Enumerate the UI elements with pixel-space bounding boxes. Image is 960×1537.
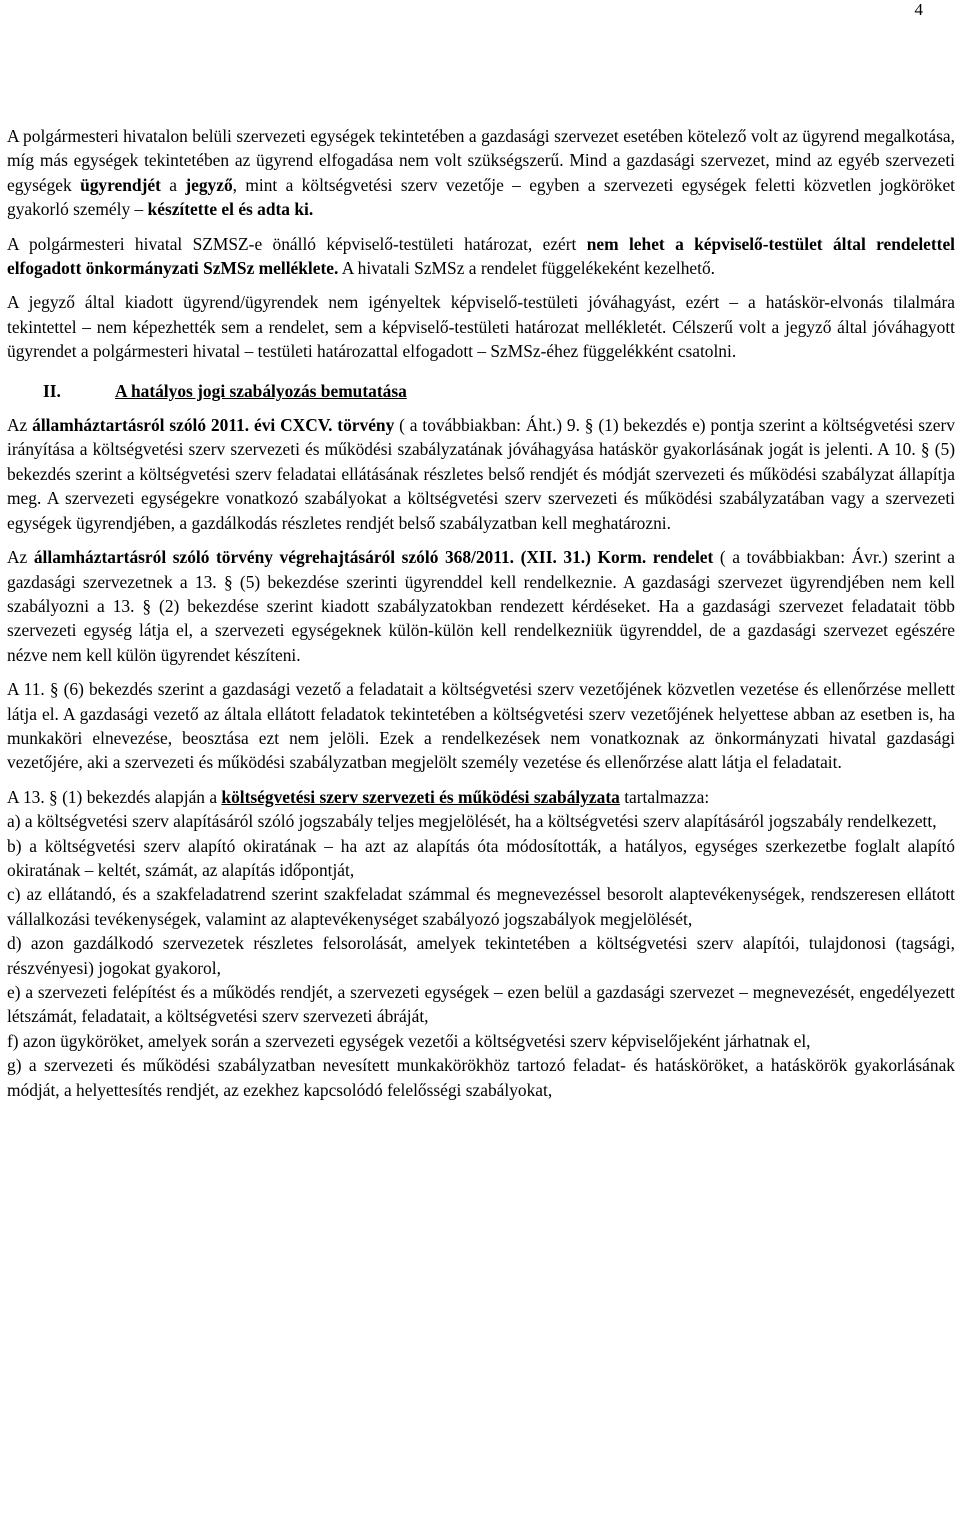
emphasized-text: költségvetési szerv szervezeti és működési szabályzata xyxy=(221,786,620,807)
emphasized-text: jegyző xyxy=(185,174,233,195)
page-number: 4 xyxy=(914,0,923,19)
text-run: A polgármesteri hivatalon belüli szervezeti egységek tekintetében a gazdasági szervezet esetében kötelező volt az ügyrend megalkotása, míg más egységek tekintetében az ügyrend elfogadása nem volt szükségszerű. Mind a gazdasági szervezet, mind az egyéb szervezeti egységek xyxy=(7,126,955,195)
paragraph xyxy=(7,124,955,222)
list-item: c) az ellátandó, és a szakfeladatrend szerint szakfeladat számmal és megnevezéssel besorolt alaptevékenységek, rendszeresen ellátott vállalkozási tevékenységek, valamint az alaptevékenységet szabályozó jogszabályok megjelölését, xyxy=(7,884,955,929)
text-run: Az xyxy=(7,547,34,568)
list-item: g) a szervezeti és működési szabályzatban nevesített munkakörökhöz tartozó feladat- és hatásköröket, a hatáskörök gyakorlásának módját, a helyettesítés rendjét, az ezekhez kapcsolódó felelősségi szabályokat, xyxy=(7,1055,955,1100)
text-run: A 13. § (1) bekezdés alapján a xyxy=(7,786,222,807)
text-run: A hivatali SzMSz a rendelet függelékeként kezelhető. xyxy=(338,258,715,279)
text-run: ( a továbbiakban: Áht.) 9. § (1) bekezdés e) pontja szerint a költségvetési szerv irányítása a költségvetési szerv szervezeti és működési szabályzatának jóváhagyása hatáskör gyakorlásának jogát is jelenti. A 10. § (5) bekezdés szerint a költségvetési szerv feladatai ellátásának részletes belső rendjét és módját szervezeti és működési szabályzat állapítja meg. A szervezeti egységekre vonatkozó szabályokat a költségvetési szerv szervezeti és működési szabályzatában vagy a szervezeti egységek ügyrendjében, a gazdálkodás részletes rendjét belső szabályzatban kell meghatározni. xyxy=(7,415,955,533)
list-intro xyxy=(7,785,955,809)
text-run: A 11. § (6) bekezdés szerint a gazdasági vezető a feladatait a költségvetési szerv vezetőjének közvetlen vezetése és ellenőrzése mellett látja el. A gazdasági vezető az általa ellátott feladatok tekintetében a költségvetési szerv vezetőjének helyettese abban az esetben is, ha munkaköri elnevezése, beosztása ezt nem jelöli. Ezek a rendelkezések nem vonatkoznak az önkormányzati hivatal gazdasági vezetőjére, aki a szervezeti és működési szabályzatban megjelölt személy vezetése és ellenőrzése alatt látja el feladatait. xyxy=(7,679,955,773)
text-run: , mint a költségvetési szerv vezetője – egyben a szervezeti egységek feletti közvetlen jogköröket gyakorló személy – xyxy=(7,174,955,220)
section-heading xyxy=(7,379,955,403)
text-run: a xyxy=(160,174,186,195)
list-item: d) azon gazdálkodó szervezetek részletes felsorolását, amelyek tekintetében a költségvetési szerv alapítói, tulajdonosi (tagsági, részvényesi) jogokat gyakorol, xyxy=(7,933,955,978)
intro-paragraphs xyxy=(7,124,955,364)
paragraph xyxy=(7,677,955,775)
list-item: b) a költségvetési szerv alapító okiratának – ha azt az alapítás óta módosították, a hatályos, egységes szerkezetbe foglalt alapító okiratának – keltét, számát, az alapítás időpontját, xyxy=(7,835,955,880)
legal-paragraphs xyxy=(7,413,955,775)
text-run: A jegyző által kiadott ügyrend/ügyrendek nem igényeltek képviselő-testületi jóváhagyást, ezért – a hatáskör-elvonás tilalmára tekintettel – nem képezhették sem a rendelet, sem a képviselő-testületi határozat mellékletét. Célszerű volt a jegyző által jóváhagyott ügyrendet a polgármesteri hivatal – testületi határozattal elfogadott – SzMSz-éhez függelékként csatolni. xyxy=(7,292,955,362)
emphasized-text: nem lehet a képviselő-testület által rendelettel elfogadott önkormányzati SzMSz melléklete. xyxy=(7,233,956,279)
list-item: f) azon ügyköröket, amelyek során a szervezeti egységek vezetői a költségvetési szerv képviselőjeként járhatnak el, xyxy=(7,1030,811,1051)
document-body xyxy=(7,124,955,1102)
text-run: Az xyxy=(7,415,33,436)
emphasized-text: államháztartásról szóló 2011. évi CXCV. törvény xyxy=(32,415,395,436)
list-item: a) a költségvetési szerv alapításáról szóló jogszabály teljes megjelölését, ha a költségvetési szerv alapításáról jogszabály rendelkezett, xyxy=(7,811,937,832)
paragraph xyxy=(7,290,955,363)
section-title: A hatályos jogi szabályozás bemutatása xyxy=(115,380,407,401)
section-number: II. xyxy=(43,380,61,401)
list-item: e) a szervezeti felépítést és a működés rendjét, a szervezeti egységek – ezen belül a gazdasági szervezet – megnevezését, engedélyezett létszámát, feladatait, a költségvetési szerv szervezeti ábráját, xyxy=(7,982,955,1027)
paragraph xyxy=(7,545,955,667)
paragraph xyxy=(7,413,955,535)
szmsz-content-list xyxy=(7,785,955,1102)
text-run: A polgármesteri hivatal SZMSZ-e önálló képviselő-testületi határozat, ezért xyxy=(7,233,587,254)
text-run: ( a továbbiakban: Ávr.) szerint a gazdasági szervezetnek a 13. § (5) bekezdése szerinti ügyrenddel kell rendelkeznie. A gazdasági szervezet ügyrendjében nem kell szabályozni a 13. § (2) bekezdése szerint kiadott szabályzatokban rendezett kérdéseket. Ha a gazdasági szervezet feladatait több szervezeti egység látja el, a szervezeti egységeknek külön-külön kell rendelkezniük ügyrenddel, de a gazdasági szervezet egészére nézve nem kell külön ügyrendet készíteni. xyxy=(7,547,955,665)
text-run: tartalmazza: xyxy=(619,786,710,807)
emphasized-text: készítette el és adta ki. xyxy=(147,199,314,220)
emphasized-text: államháztartásról szóló törvény végrehajtásáról szóló 368/2011. (XII. 31.) Korm. rendelet xyxy=(33,547,714,568)
list-items xyxy=(7,809,955,1102)
paragraph xyxy=(7,232,955,281)
emphasized-text: ügyrendjét xyxy=(80,174,161,195)
